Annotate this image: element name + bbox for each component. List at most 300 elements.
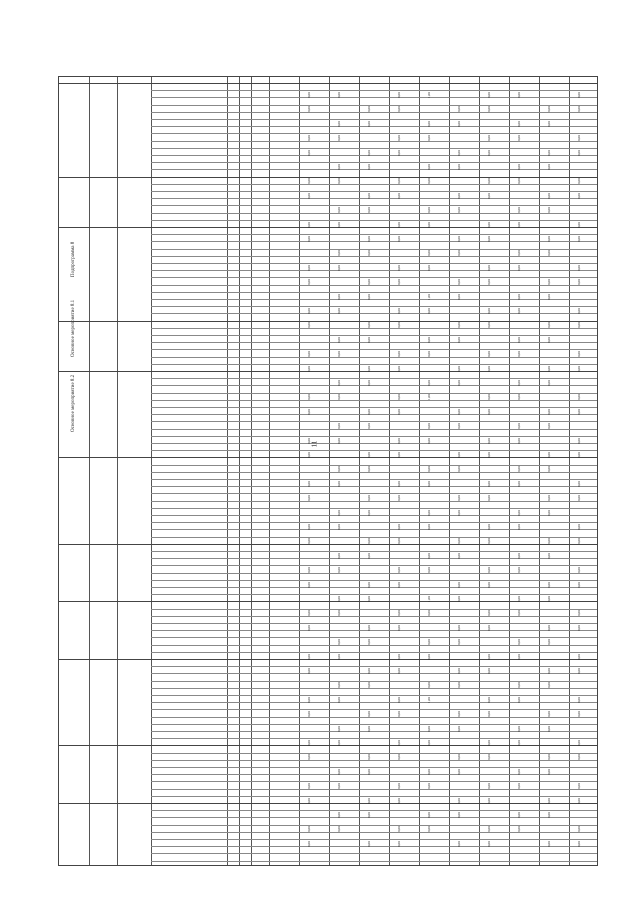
table-cell-value: 0,00 (397, 797, 401, 804)
table-cell-value: 0,00 (457, 754, 461, 761)
table-cell-value: 0,00 (367, 639, 371, 646)
table-cell-value: 0,00 (487, 653, 491, 660)
table-cell-value: 0,00 (337, 740, 341, 746)
table-cell-value: 0,00 (337, 394, 341, 401)
table-cell-value: 0,00 (487, 279, 491, 286)
table-row-rule (151, 551, 597, 552)
table-cell-value: 0,00 (427, 567, 431, 574)
table-cell-value: 0,00 (547, 452, 551, 458)
table-cell-value: 0,00 (547, 624, 551, 631)
table-row-rule (151, 162, 597, 163)
table-row-rule (151, 832, 597, 833)
table-cell-value: 0,00 (307, 236, 311, 242)
table-cell-value: 0,00 (457, 840, 461, 847)
table-cell-value: 0,00 (577, 178, 581, 185)
table-cell-value: 0,00 (367, 495, 371, 502)
table-row-rule (151, 594, 597, 595)
table-row-rule (151, 767, 597, 768)
table-row-rule (151, 709, 597, 710)
table-row-rule (151, 817, 597, 818)
table-cell-value: 0,00 (397, 308, 401, 314)
table-cell-value: 0,00 (337, 812, 341, 818)
table-cell-value: 0,00 (577, 610, 581, 617)
table-cell-value: 0,00 (457, 682, 461, 689)
table-cell-value: 0,00 (337, 135, 341, 142)
table-cell-value: 0,00 (397, 322, 401, 329)
table-row-rule (151, 313, 597, 314)
table-row-rule (151, 529, 597, 530)
table-cell-value: 0,00 (487, 581, 491, 588)
table-row-rule (151, 673, 597, 674)
table-cell-value: 0,00 (457, 624, 461, 631)
table-cell-value: 0,00 (427, 552, 431, 559)
table-cell-value: 0,00 (577, 840, 581, 847)
table-cell-value: 0,00 (337, 768, 341, 775)
table-cell-value: 0,00 (487, 106, 491, 113)
table-cell-value: 0,00 (577, 624, 581, 631)
table-row-rule (151, 472, 597, 473)
table-row-rule (151, 443, 597, 444)
table-cell-value: 0,00 (307, 452, 311, 458)
table-cell-value: 0,00 (577, 668, 581, 674)
table-row-rule (151, 508, 597, 509)
table-cell-value: 0,00 (517, 135, 521, 142)
table-cell-value: 0,00 (577, 365, 581, 372)
table-cell-value: 0,00 (487, 394, 491, 401)
table-cell-value: 0,00 (547, 711, 551, 718)
table-cell-value: 0,00 (337, 610, 341, 617)
table-row-rule (151, 364, 597, 365)
table-cell-value: 0,00 (397, 711, 401, 718)
table-cell-value: 0,00 (487, 149, 491, 156)
table-row-rule (151, 486, 597, 487)
table-row-rule (151, 277, 597, 278)
table-cell-value: 0,00 (577, 495, 581, 502)
table-cell-value: 0,00 (487, 452, 491, 458)
table-cell-value: 0,00 (457, 495, 461, 502)
table-cell-value: 0,00 (337, 596, 341, 602)
table-cell-value: 0,00 (577, 92, 581, 98)
table-cell-value: 0,00 (337, 264, 341, 271)
table-cell-value: 0,00 (547, 408, 551, 415)
table-cell-value: 0,00 (367, 423, 371, 430)
table-row-rule (151, 205, 597, 206)
table-cell-value: 0,00 (337, 552, 341, 559)
table-row-rule (151, 393, 597, 394)
table-row-rule (151, 738, 597, 739)
table-cell-value: 0,00 (547, 509, 551, 516)
table-cell-value: 0,00 (427, 423, 431, 430)
table-cell-value: 0,00 (577, 538, 581, 545)
table-cell-value: 1,00 (427, 394, 431, 401)
table-cell-value: 0,00 (367, 236, 371, 242)
table-cell-value: 0,00 (577, 106, 581, 113)
table-row-rule (151, 623, 597, 624)
table-cell-value: 0,00 (397, 437, 401, 444)
table-row-rule (151, 695, 597, 696)
table-cell-value: 0,00 (367, 106, 371, 113)
table-row-rule (151, 717, 597, 718)
table-cell-value: 0,00 (577, 149, 581, 156)
table-cell-value: 0,00 (307, 221, 311, 228)
table-cell-value: 0,00 (367, 581, 371, 588)
table-cell-value: 0,00 (487, 524, 491, 530)
table-cell-value: 0,00 (487, 495, 491, 502)
table-cell-value: 0,00 (457, 336, 461, 343)
table-row-rule (151, 587, 597, 588)
table-cell-value: 0,00 (487, 754, 491, 761)
table-row-rule (151, 285, 597, 286)
table-row-rule (151, 810, 597, 811)
table-cell-value: 0,00 (397, 221, 401, 228)
table-row-rule (151, 256, 597, 257)
table-cell-value: 0,00 (397, 696, 401, 703)
table-cell-value: 1,00 (427, 696, 431, 703)
table-row-rule (151, 796, 597, 797)
table-row-rule (151, 400, 597, 401)
table-cell-value: 0,00 (397, 524, 401, 530)
table-cell-value: 0,00 (457, 423, 461, 430)
table-row-rule (151, 724, 597, 725)
table-cell-value: 0,00 (487, 826, 491, 833)
table-cell-value: 0,00 (547, 164, 551, 170)
table-cell-value: 0,00 (487, 264, 491, 271)
table-cell-value: 0,00 (427, 135, 431, 142)
table-row-rule (151, 681, 597, 682)
table-cell-value: 0,00 (577, 408, 581, 415)
table-row-rule (151, 270, 597, 271)
table-cell-value: 0,00 (397, 840, 401, 847)
table-cell-value: 0,00 (307, 538, 311, 545)
table-cell-value: 0,00 (577, 192, 581, 199)
table-cell-value: 0,00 (457, 279, 461, 286)
table-cell-value: 0,00 (427, 178, 431, 185)
table-cell-value: 0,00 (427, 207, 431, 214)
table-row-rule (151, 522, 597, 523)
table-cell-value: 0,00 (337, 423, 341, 430)
table-cell-value: 0,00 (457, 812, 461, 818)
table-cell-value: 0,00 (457, 711, 461, 718)
table-cell-value: 0,00 (457, 552, 461, 559)
table-cell-value: 0,00 (487, 610, 491, 617)
table-cell-value: 0,00 (517, 178, 521, 185)
group-label-measure-8-1: Основное мероприятие 8.1 (71, 299, 76, 357)
table-cell-value: 0,00 (367, 768, 371, 775)
table-row-rule (151, 645, 597, 646)
page-number: 11 (310, 440, 319, 448)
table-row-rule (151, 249, 597, 250)
table-cell-value: 0,00 (577, 437, 581, 444)
table-cell-value: 0,00 (517, 596, 521, 602)
table-cell-value: 0,00 (577, 236, 581, 242)
table-cell-value: 0,00 (367, 797, 371, 804)
table-cell-value: 0,00 (367, 452, 371, 458)
table-cell-value: 0,00 (547, 365, 551, 372)
table-cell-value: 0,00 (457, 668, 461, 674)
table-cell-value: 0,00 (577, 221, 581, 228)
table-cell-value: 0,00 (337, 207, 341, 214)
table-cell-value: 0,00 (517, 639, 521, 646)
table-cell-value: 0,00 (517, 336, 521, 343)
table-cell-value: 0,00 (547, 812, 551, 818)
table-cell-value: 0,00 (577, 480, 581, 487)
table-cell-value: 0,00 (307, 322, 311, 329)
table-cell-value: 0,00 (367, 336, 371, 343)
table-cell-value: 0,00 (367, 279, 371, 286)
table-cell-value: 0,00 (517, 653, 521, 660)
table-cell-value: 0,00 (457, 596, 461, 602)
table-cell-value: 0,00 (307, 610, 311, 617)
table-cell-value: 0,00 (427, 164, 431, 170)
table-cell-value: 0,00 (307, 480, 311, 487)
table-cell-value: 0,00 (307, 696, 311, 703)
table-cell-value: 0,00 (547, 106, 551, 113)
table-cell-value: 0,00 (547, 797, 551, 804)
table-cell-value: 0,00 (367, 668, 371, 674)
table-row-rule (151, 198, 597, 199)
table-cell-value: 0,00 (457, 149, 461, 156)
table-cell-value: 0,00 (427, 466, 431, 473)
table-cell-value: 0,00 (457, 120, 461, 127)
table-cell-value: 0,00 (577, 740, 581, 746)
table-row-rule (151, 537, 597, 538)
table-row-rule (151, 436, 597, 437)
table-cell-value: 0,00 (397, 106, 401, 113)
table-cell-value: 0,00 (577, 322, 581, 329)
table-cell-value: 0,00 (397, 567, 401, 574)
table-cell-value: 0,00 (307, 279, 311, 286)
table-row-rule (151, 357, 597, 358)
table-cell-value: 0,00 (337, 221, 341, 228)
table-cell-value: 0,00 (307, 783, 311, 790)
table-cell-value: 0,00 (547, 754, 551, 761)
table-cell-value: 0,00 (397, 538, 401, 545)
table-cell-value: 0,00 (547, 466, 551, 473)
table-row-rule (151, 573, 597, 574)
table-cell-value: 0,00 (457, 322, 461, 329)
table-row-rule (59, 321, 597, 322)
table-row-rule (151, 335, 597, 336)
table-cell-value: 0,00 (547, 207, 551, 214)
table-cell-value: 0,00 (337, 682, 341, 689)
table-cell-value: 0,00 (367, 624, 371, 631)
table-row-rule (151, 688, 597, 689)
table-cell-value: 0,00 (307, 135, 311, 142)
table-row-rule (151, 342, 597, 343)
table-cell-value: 0,00 (307, 394, 311, 401)
table-cell-value: 0,00 (517, 682, 521, 689)
table-row-rule (59, 457, 597, 458)
table-cell-value: 0,00 (517, 351, 521, 358)
table-cell-value: 0,00 (337, 293, 341, 300)
table-cell-value: 0,00 (427, 264, 431, 271)
table-cell-value: 0,00 (337, 480, 341, 487)
table-cell-value: 0,00 (547, 552, 551, 559)
table-cell-value: 0,00 (487, 192, 491, 199)
table-row-rule (151, 126, 597, 127)
table-cell-value: 0,00 (307, 653, 311, 660)
table-row-rule (151, 234, 597, 235)
table-cell-value: 0,00 (307, 178, 311, 185)
table-row-rule (151, 501, 597, 502)
table-cell-value: 0,00 (397, 754, 401, 761)
table-row-rule (151, 565, 597, 566)
table-row-rule (151, 385, 597, 386)
table-cell-value: 0,00 (547, 581, 551, 588)
table-cell-value: 0,00 (337, 567, 341, 574)
table-cell-value: 0,00 (337, 639, 341, 646)
table-cell-value: 0,00 (547, 768, 551, 775)
table-cell-value: 0,00 (517, 509, 521, 516)
group-label-subprogram-8: Подпрограмма 8 (71, 241, 76, 277)
table-cell-value: 0,00 (487, 236, 491, 242)
table-cell-value: 0,00 (427, 725, 431, 732)
table-cell-value: 0,00 (397, 279, 401, 286)
table-cell-value: 0,00 (397, 495, 401, 502)
table-cell-value: 0,00 (427, 524, 431, 530)
table-cell-value: 0,00 (547, 149, 551, 156)
table-cell-value: 0,00 (367, 120, 371, 127)
table-row-rule (151, 133, 597, 134)
table-cell-value: 0,00 (427, 509, 431, 516)
table-cell-value: 0,00 (547, 725, 551, 732)
table-cell-value: 0,00 (337, 308, 341, 314)
table-cell-value: 0,00 (397, 668, 401, 674)
table-cell-value: 0,00 (517, 92, 521, 98)
table-cell-value: 0,00 (307, 106, 311, 113)
table-row-rule (151, 97, 597, 98)
table-cell-value: 0,00 (367, 682, 371, 689)
table-cell-value: 0,00 (307, 149, 311, 156)
table-cell-value: 0,00 (367, 596, 371, 602)
table-row-rule (151, 731, 597, 732)
table-cell-value: 0,00 (337, 653, 341, 660)
table-cell-value: 0,00 (487, 135, 491, 142)
table-cell-value: 0,00 (367, 380, 371, 386)
table-cell-value: 0,00 (487, 797, 491, 804)
table-cell-value: 0,00 (397, 783, 401, 790)
table-cell-value: 0,00 (457, 408, 461, 415)
table-cell-value: 0,00 (337, 524, 341, 530)
table-cell-value: 0,00 (427, 740, 431, 746)
table-cell-value: 0,00 (457, 452, 461, 458)
table-cell-value: 0,00 (337, 336, 341, 343)
table-cell-value: 0,00 (577, 351, 581, 358)
table-cell-value: 0,00 (487, 480, 491, 487)
table-row-rule (151, 450, 597, 451)
table-cell-value: 0,00 (457, 236, 461, 242)
table-cell-value: 0,00 (427, 783, 431, 790)
table-row-rule (151, 112, 597, 113)
table-cell-value: 0,00 (307, 437, 311, 444)
table-cell-value: 0,00 (337, 437, 341, 444)
table-cell-value: 0,00 (367, 207, 371, 214)
table-row-rule (151, 306, 597, 307)
table-cell-value: 0,00 (367, 250, 371, 257)
table-cell-value: 0,00 (427, 250, 431, 257)
table-cell-value: 1,00 (427, 92, 431, 98)
table-cell-value: 0,00 (427, 826, 431, 833)
table-cell-value: 0,00 (517, 394, 521, 401)
table-cell-value: 0,00 (487, 668, 491, 674)
table-row-rule (151, 421, 597, 422)
table-row-rule (151, 839, 597, 840)
table-cell-value: 0,00 (367, 322, 371, 329)
table-cell-value: 0,00 (367, 149, 371, 156)
table-cell-value: 0,00 (457, 797, 461, 804)
table-row-rule (151, 141, 597, 142)
table-cell-value: 0,00 (427, 437, 431, 444)
table-cell-value: 0,00 (397, 365, 401, 372)
table-cell-value: 0,00 (397, 236, 401, 242)
table-cell-value: 0,00 (517, 725, 521, 732)
table-cell-value: 0,00 (337, 509, 341, 516)
table-row-rule (151, 774, 597, 775)
table-row-rule (151, 213, 597, 214)
table-cell-value: 0,00 (367, 365, 371, 372)
table-cell-value: 0,00 (457, 581, 461, 588)
table-cell-value: 0,00 (427, 308, 431, 314)
table-cell-value: 0,00 (577, 135, 581, 142)
table-cell-value: 0,00 (457, 639, 461, 646)
table-cell-value: 0,00 (367, 725, 371, 732)
table-row-rule (151, 616, 597, 617)
table-cell-value: 0,00 (547, 423, 551, 430)
table-cell-value: 0,00 (517, 437, 521, 444)
table-cell-value: 0,00 (577, 711, 581, 718)
table-cell-value: 0,00 (427, 120, 431, 127)
table-cell-value: 0,00 (457, 293, 461, 300)
table-cell-value: 0,00 (337, 351, 341, 358)
table-cell-value: 0,00 (397, 135, 401, 142)
table-cell-value: 0,00 (457, 466, 461, 473)
table-cell-value: 0,00 (427, 812, 431, 818)
table-cell-value: 0,00 (427, 653, 431, 660)
table-cell-value: 0,00 (427, 480, 431, 487)
table-row-rule (151, 515, 597, 516)
table-cell-value: 0,00 (307, 711, 311, 718)
table-cell-value: 0,00 (427, 610, 431, 617)
table-cell-value: 0,00 (577, 653, 581, 660)
table-cell-value: 0,00 (487, 322, 491, 329)
table-cell-value: 0,00 (517, 552, 521, 559)
table-row-rule (151, 241, 597, 242)
table-cell-value: 0,00 (307, 308, 311, 314)
table-cell-value: 0,00 (307, 264, 311, 271)
table-cell-value: 0,00 (337, 466, 341, 473)
data-table (58, 76, 598, 866)
table-cell-value: 0,00 (307, 624, 311, 631)
table-cell-value: 0,00 (517, 293, 521, 300)
table-cell-value: 0,00 (457, 380, 461, 386)
table-cell-value: 0,00 (577, 308, 581, 314)
table-row-rule (151, 465, 597, 466)
table-cell-value: 0,00 (457, 509, 461, 516)
table-row-rule (151, 630, 597, 631)
table-cell-value: 0,00 (577, 581, 581, 588)
table-row-rule (151, 292, 597, 293)
table-cell-value: 0,00 (517, 783, 521, 790)
table-cell-value: 0,00 (367, 840, 371, 847)
table-cell-value: 0,00 (367, 192, 371, 199)
table-cell-value: 0,00 (577, 452, 581, 458)
table-cell-value: 0,00 (337, 826, 341, 833)
table-cell-value: 0,00 (307, 754, 311, 761)
table-row-rule (151, 119, 597, 120)
table-row-rule (151, 479, 597, 480)
table-cell-value: 0,00 (397, 740, 401, 746)
table-row-rule (151, 853, 597, 854)
